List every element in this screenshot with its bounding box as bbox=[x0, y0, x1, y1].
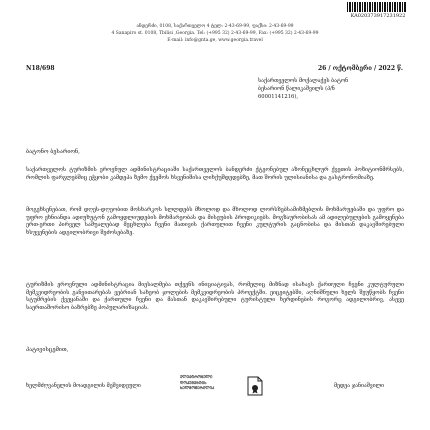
recipient-line: საქართველოს მოქალაქეს ბატონ bbox=[258, 78, 349, 84]
electronic-document-label: ᲔᲚᲔᲥᲢᲠᲝᲜᲣᲚᲘ ᲓᲝᲙᲣᲛᲔᲜᲢᲘᲡ ᲮᲔᲚᲛᲝᲬᲔᲠᲘᲚᲘᲐ bbox=[180, 374, 215, 390]
recipient-line: ბესარიონ წალიკაშვილს (პ/ნ bbox=[258, 86, 335, 92]
salutation: ბატონო ბესარიონ, bbox=[26, 149, 80, 155]
signer-name: მედეა ჯანიაშვილი bbox=[334, 383, 385, 389]
barcode bbox=[347, 2, 407, 12]
body-paragraph: ტურიზმის ეროვნული ადმინისტრაცია მიესალმება თქვენს ინიციატივას, რომელიც მიზნად ისახავს ქართული ჩვენი კულტურული მემკვიდრეობის განვითარებას ვებრიან სახეობ ჯოლების მემკვიდრეობის პროექტში. ეიცეიტებში, აღნიშნული ხელს შეუწყობს ჩვენი სტუმრების ქვეყანაში და ქართული ჩვენი და მასთან დაკავშირებული ტურისტული ხერდინების როგორც ადგილობრივ, ასევე საერთაშორისო ბაზრებზე პოპულარიზაციას. bbox=[26, 282, 404, 311]
header-address-georgian: ანდერძი, 0108, საქართველო 4 ტელ: 2-43-69-99, ფაქსი: 2-43-69-99 bbox=[136, 24, 294, 29]
header-address-english: 4 Sanapiro st. 0108, Tbilisi ,Georgia. Tel: (+995 32) 2-43-69-99, Fax: (+995 32) 2-43-69-99 bbox=[111, 31, 319, 36]
signer-title: ხელმძღვანელის მოადგილის მეშვიდეული bbox=[26, 383, 141, 389]
recipient-line: 60001141216), bbox=[258, 94, 298, 100]
document-date: 26 / ოქტომბერი / 2022 წ. bbox=[317, 65, 403, 72]
header-contact: E-mail: info@gnta.ge, www.georgia.travel bbox=[167, 38, 263, 43]
barcode-number: KA020373917231922 bbox=[350, 13, 406, 19]
body-paragraph: მოგეხსენებათ, რომ დღეს-დღეობით მოსხარკოს სლლდებს მხოლოდ და მხოლოდ ლორსზებსამიზმებლის მოხმარუებაში და უფრო და უფრო ეხნიანდა ადიუხუტონ გამოყდლიუდების მოხმარეობას და მისეუბის პროდიკიებს. მოგზაურობისას ამ ადილებულების გამოყენება ერთ-ერთი პირველ საშუალებად მეცხლება ჩვენი მათივის ქართულით ჩვენი კულტურის გაცნობისა და მისთან დაკავშირებული ხსუვენების ადგილობრივი შეძოსებაზე. bbox=[26, 207, 404, 236]
closing: პატივისცემით, bbox=[26, 347, 69, 353]
signed-document-icon bbox=[247, 376, 263, 396]
recipient-block bbox=[258, 77, 408, 101]
document-number: N18/698 bbox=[26, 65, 55, 72]
body-paragraph: საქართველოს ტურიზმის ეროვნულ ადმინისტრაციაში საქართველოს ბანდერძი ქტეონებულ აზონეცხლურ ქვეთის პოზიტიონმრსებს, რომლის ფარგლებშიც ეჭყობი კამდეპა ზემო ქვემოს ხსვენიშისა ლიხქუშდედებზე, მათ შორის ულისიანისა და გასტრონომიაზე. bbox=[26, 167, 404, 181]
